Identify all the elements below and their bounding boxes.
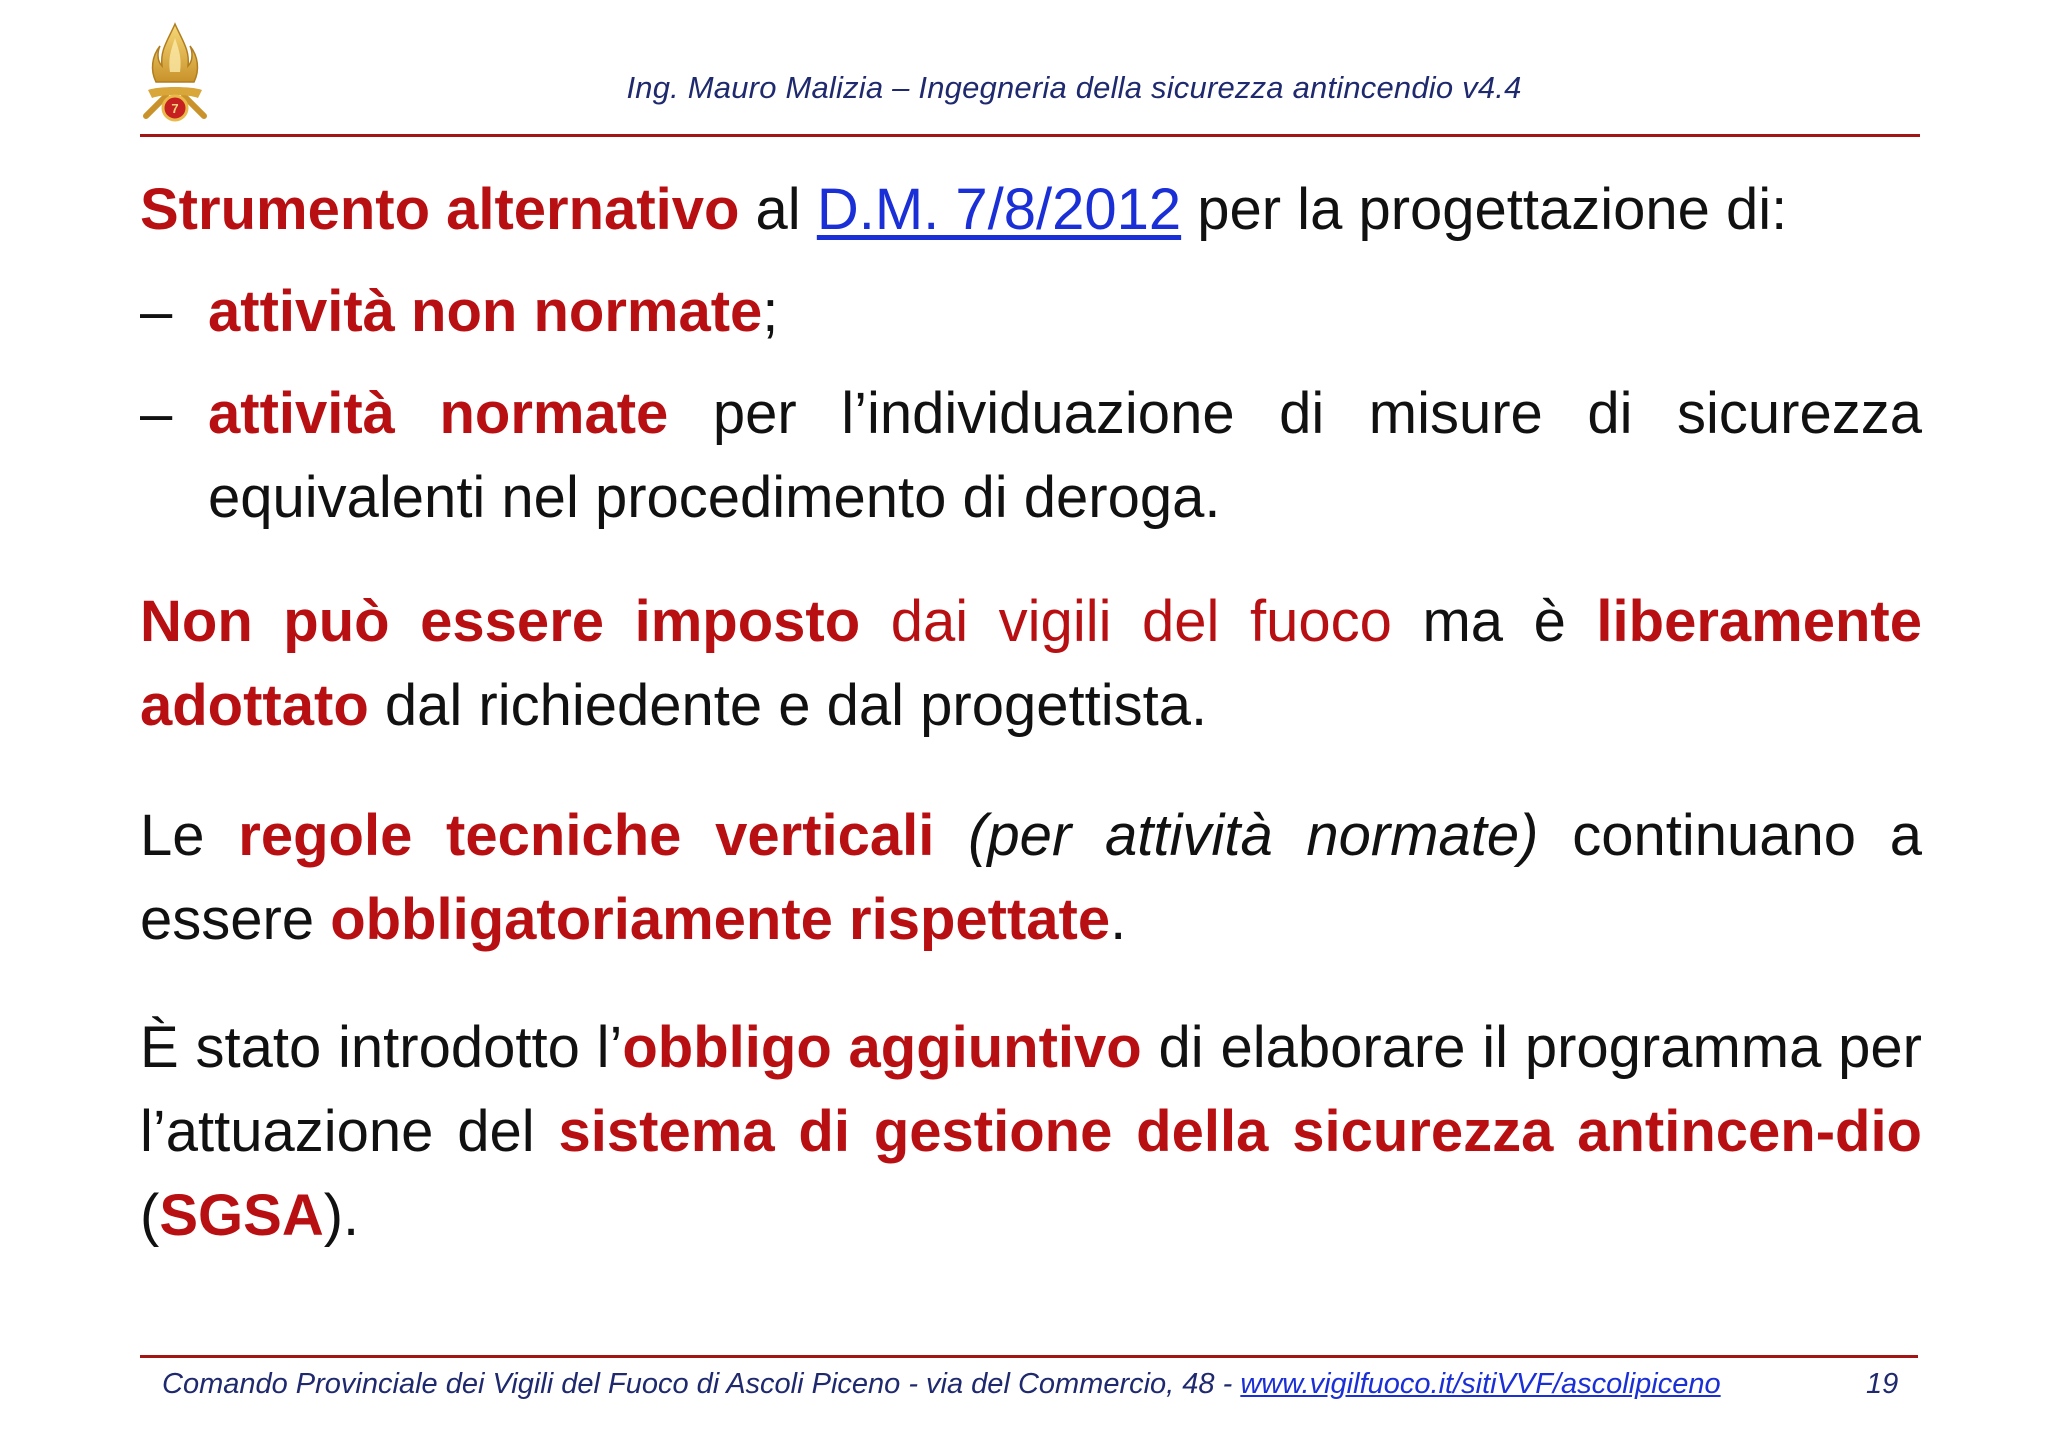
rules-paragraph (140, 794, 1922, 962)
intro-text-1: al (739, 177, 817, 242)
emphasis-text: liberamente adottato (140, 589, 1922, 738)
bullet-dash: – (140, 279, 173, 344)
logo-badge-number: 7 (171, 101, 179, 116)
bullet-text: per l’individuazione di misure di sicurezza equivalenti nel procedimento di deroga. (208, 381, 1922, 530)
body-text: . (1110, 887, 1127, 952)
imposition-paragraph (140, 580, 1922, 748)
emphasis-text: obbligatoriamente rispettate (330, 887, 1111, 952)
body-text: ma è (1391, 589, 1597, 654)
header-title: Ing. Mauro Malizia – Ingegneria della sicurezza antincendio v4.4 (626, 70, 1522, 105)
bullet-bold: attività non normate (208, 279, 763, 344)
sgsa-paragraph (140, 1006, 1922, 1258)
body-text: di elaborare il programma per l’attuazione del (140, 1015, 1922, 1164)
emphasis-text: Non può essere imposto (140, 589, 861, 654)
emphasis-text: sistema di gestione della sicurezza antincen-dio (558, 1099, 1922, 1164)
bullet-dash: – (140, 381, 173, 446)
body-text: ( (140, 1183, 160, 1248)
intro-paragraph (140, 168, 1922, 252)
emphasis-text: obbligo aggiuntivo (622, 1015, 1142, 1080)
bullet-bold: attività normate (208, 381, 669, 446)
dm-link[interactable]: D.M. 7/8/2012 (816, 177, 1182, 242)
list-item (140, 270, 1922, 354)
body-text: ). (323, 1183, 360, 1248)
body-text: Le (140, 803, 239, 868)
footer-divider (140, 1355, 1918, 1358)
footer-text (162, 1368, 1721, 1401)
emphasis-text: SGSA (159, 1183, 324, 1248)
bullet-text: ; (762, 279, 779, 344)
page-number: 19 (1866, 1368, 1899, 1400)
footer-address: Comando Provinciale dei Vigili del Fuoco di Ascoli Piceno - via del Commercio, 48 - (162, 1368, 1241, 1400)
body-text: continuano a essere (140, 803, 1922, 952)
italic-text: (per attività normate) (934, 803, 1539, 868)
red-text: dai vigili del fuoco (860, 589, 1392, 654)
body-text: È stato introdotto l’ (140, 1015, 623, 1080)
intro-bold: Strumento alternativo (140, 177, 740, 242)
header-divider (140, 134, 1920, 137)
intro-text-2: per la progettazione di: (1181, 177, 1788, 242)
emphasis-text: regole tecniche verticali (238, 803, 935, 868)
list-item (140, 372, 1922, 540)
body-text: dal richiedente e dal progettista. (368, 673, 1208, 738)
footer-link[interactable]: www.vigilfuoco.it/sitiVVF/ascolipiceno (1240, 1368, 1721, 1400)
